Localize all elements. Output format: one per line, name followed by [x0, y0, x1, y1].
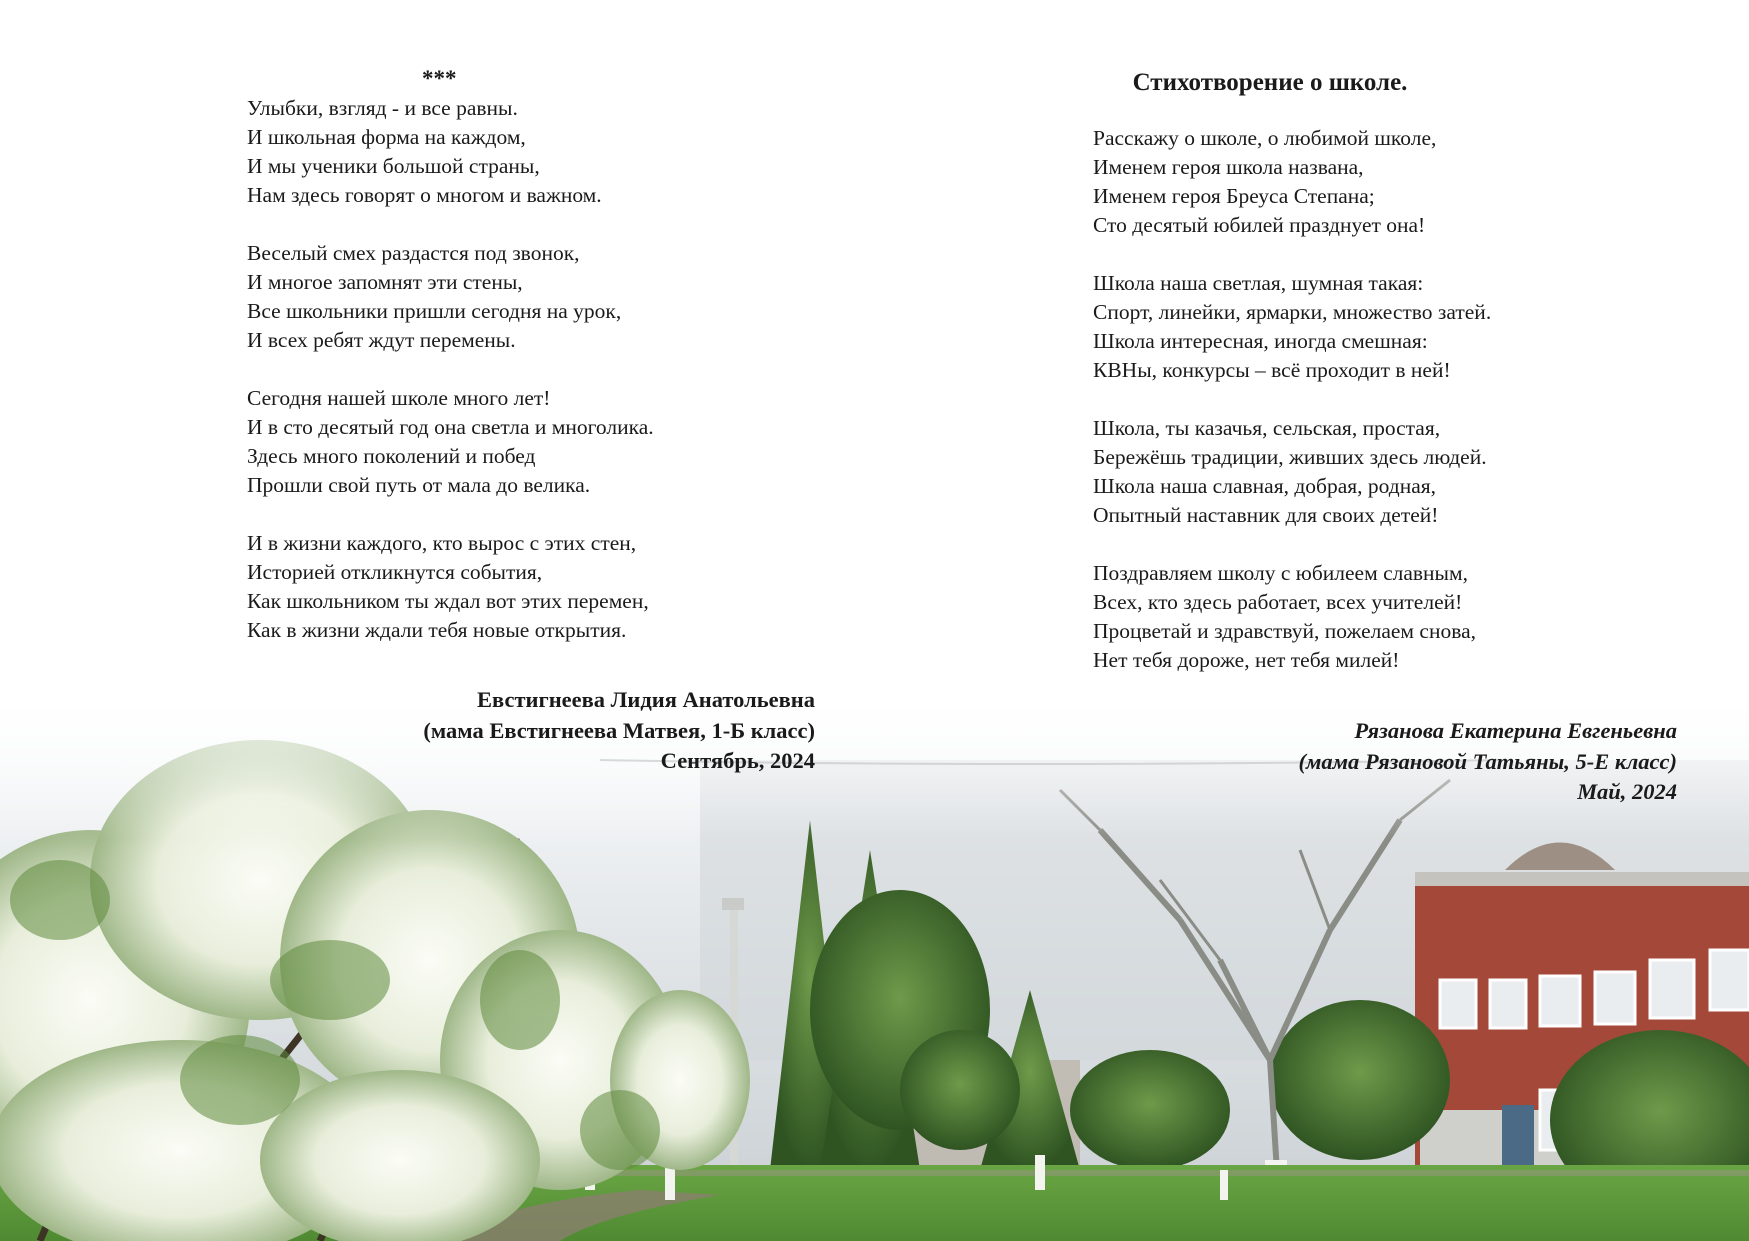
- poem-line: Опытный наставник для своих детей!: [1093, 503, 1439, 527]
- poem-line: И многое запомнят эти стены,: [247, 270, 523, 294]
- poem-line: Всех, кто здесь работает, всех учителей!: [1093, 590, 1463, 614]
- poem-line: Именем героя школа названа,: [1093, 155, 1364, 179]
- stanza: [1093, 124, 1653, 240]
- poem-line: Школа интересная, иногда смешная:: [1093, 329, 1428, 353]
- poem-line: Школа наша светлая, шумная такая:: [1093, 271, 1424, 295]
- poem-date: Май, 2024: [1577, 779, 1677, 804]
- poem-line: Улыбки, взгляд - и все равны.: [247, 96, 518, 120]
- right-poem: [1093, 68, 1653, 704]
- poem-line: И в сто десятый год она светла и многолика.: [247, 415, 654, 439]
- stanza: [1093, 559, 1653, 675]
- poem-line: Именем героя Бреуса Степана;: [1093, 184, 1375, 208]
- poem-line: Нет тебя дороже, нет тебя милей!: [1093, 648, 1400, 672]
- poem-line: И мы ученики большой страны,: [247, 154, 540, 178]
- poem-line: Нам здесь говорят о многом и важном.: [247, 183, 602, 207]
- left-poem: [247, 64, 847, 674]
- poem-line: И в жизни каждого, кто вырос с этих стен,: [247, 531, 637, 555]
- poem-line: Как в жизни ждали тебя новые открытия.: [247, 618, 627, 642]
- poem-line: Веселый смех раздастся под звонок,: [247, 241, 580, 265]
- author-note: (мама Рязановой Татьяны, 5-Е класс): [1298, 748, 1677, 774]
- author-name: Евстигнеева Лидия Анатольевна: [477, 687, 815, 712]
- poem-line: Спорт, линейки, ярмарки, множество затей.: [1093, 300, 1492, 324]
- poem-line: Школа, ты казачья, сельская, простая,: [1093, 416, 1441, 440]
- poem-title: Стихотворение о школе.: [1132, 69, 1408, 96]
- poem-date: Сентябрь, 2024: [660, 748, 815, 773]
- poem-line: Школа наша славная, добрая, родная,: [1093, 474, 1437, 498]
- poem-line: КВНы, конкурсы – всё проходит в ней!: [1093, 358, 1451, 382]
- poem-line: Как школьником ты ждал вот этих перемен,: [247, 589, 649, 613]
- poem-line: Расскажу о школе, о любимой школе,: [1093, 126, 1437, 150]
- stanza: [247, 239, 847, 355]
- poem-line: Прошли свой путь от мала до велика.: [247, 473, 591, 497]
- stanza: [1093, 269, 1653, 385]
- poem-line: Сегодня нашей школе много лет!: [247, 386, 551, 410]
- left-signature: [423, 685, 815, 777]
- poem-line: Сто десятый юбилей празднует она!: [1093, 213, 1426, 237]
- author-name: Рязанова Екатерина Евгеньевна: [1354, 718, 1677, 743]
- poem-line: Историей откликнутся события,: [247, 560, 543, 584]
- poem-line: И школьная форма на каждом,: [247, 125, 526, 149]
- stanza: [247, 384, 847, 500]
- poem-line: Поздравляем школу с юбилеем славным,: [1093, 561, 1468, 585]
- stanza: [247, 94, 847, 210]
- stanza: [1093, 414, 1653, 530]
- stanza: [247, 529, 847, 645]
- poem-line: Бережёшь традиции, живших здесь людей.: [1093, 445, 1487, 469]
- poem-line: Все школьники пришли сегодня на урок,: [247, 299, 622, 323]
- poem-line: Здесь много поколений и побед: [247, 444, 536, 468]
- poem-heading: ***: [422, 66, 457, 91]
- poem-line: И всех ребят ждут перемены.: [247, 328, 516, 352]
- right-signature: [1298, 716, 1677, 808]
- poem-line: Процветай и здравствуй, пожелаем снова,: [1093, 619, 1477, 643]
- author-note: (мама Евстигнеева Матвея, 1-Б класс): [423, 717, 815, 743]
